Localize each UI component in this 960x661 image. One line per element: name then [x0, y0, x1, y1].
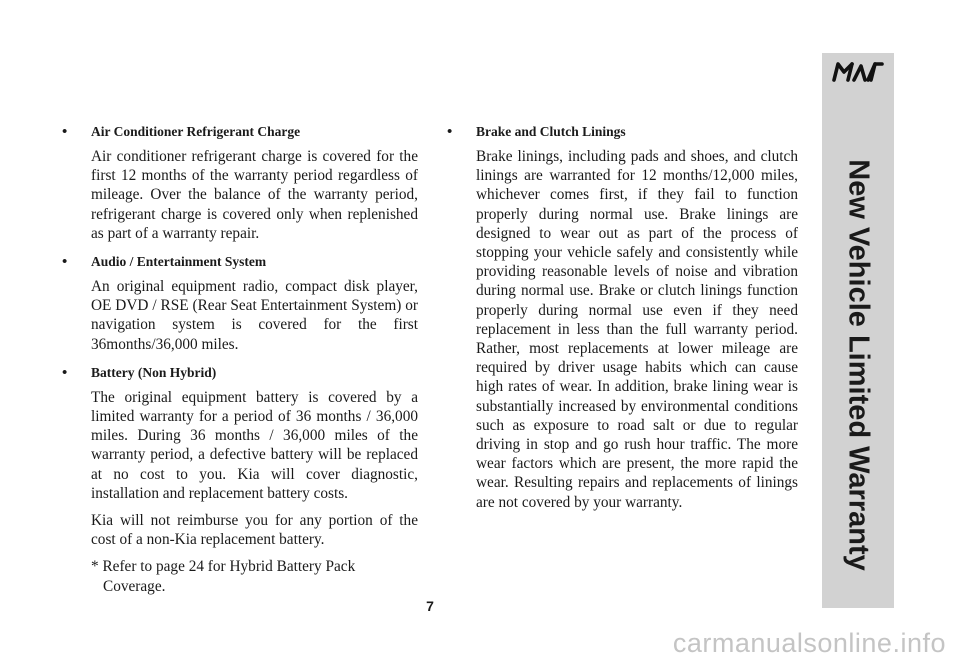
left-column: [60, 121, 418, 600]
section-paragraph: Brake linings, including pads and shoes, and clutch linings are warranted for 12 months/12,000 miles, whichever comes first, if they fail to function properly during normal use. Brake linings are designed to wear out as part of the process of stopping your vehicle safely and consistently while providing reasonable levels of noise and vibration during normal use. Brake or clutch linings function properly during normal use even if they need replacement in less than the full warranty period. Rather, most replacements at lower mileage are required by driver usage habits which can cause high rates of wear. In addition, brake lining wear is substantially increased by environmental conditions such as exposure to road salt or due to regular driving in stop and go rush hour traffic. The more wear factors which are present, the more rapid the wear. Resulting repairs and replacements of linings are not covered by your warranty.: [476, 148, 798, 511]
section-heading: Audio / Entertainment System: [91, 254, 267, 270]
section-heading: Battery (Non Hybrid): [91, 364, 217, 380]
section-paragraph: An original equipment radio, compact disk player, OE DVD / RSE (Rear Seat Entertainment System) or navigation system is covered for the first 36months/36,000 miles.: [91, 278, 418, 353]
bullet: •: [62, 124, 68, 140]
watermark: carmanualsonline.info: [672, 628, 946, 658]
section-heading: Brake and Clutch Linings: [476, 124, 626, 139]
section-audio-entertainment: [60, 251, 418, 354]
section-brake-clutch: [445, 121, 798, 512]
right-column: [445, 121, 798, 520]
sidebar-tab: [822, 53, 894, 608]
section-paragraph: Kia will not reimburse you for any portion of the cost of a non-Kia replacement battery.: [91, 512, 418, 549]
kia-logo-icon: [831, 59, 885, 85]
note-line: * Refer to page 24 for Hybrid Battery Pack: [91, 558, 356, 576]
section-paragraph: Air conditioner refrigerant charge is covered for the first 12 months of the warranty period regardless of mileage. Over the balance of the warranty period, refrigerant charge is covered only when replenished as part of a warranty repair.: [91, 148, 418, 242]
bullet: •: [62, 364, 68, 381]
hybrid-battery-note: [91, 557, 418, 595]
bullet: •: [447, 124, 453, 140]
section-heading: Air Conditioner Refrigerant Charge: [91, 124, 301, 139]
page-number: 7: [426, 598, 434, 614]
note-line: Coverage.: [103, 577, 166, 595]
section-battery: [60, 362, 418, 596]
section-air-conditioner: [60, 121, 418, 243]
section-paragraph: The original equipment battery is covered by a limited warranty for a period of 36 months / 36,000 miles. During 36 months / 36,000 miles of the warranty period, a defective battery will be replaced at no cost to you. Kia will cover diagnostic, installation and replacement battery costs.: [91, 388, 418, 502]
sidebar-title: New Vehicle Limited Warranty: [842, 159, 875, 571]
bullet: •: [62, 254, 68, 271]
